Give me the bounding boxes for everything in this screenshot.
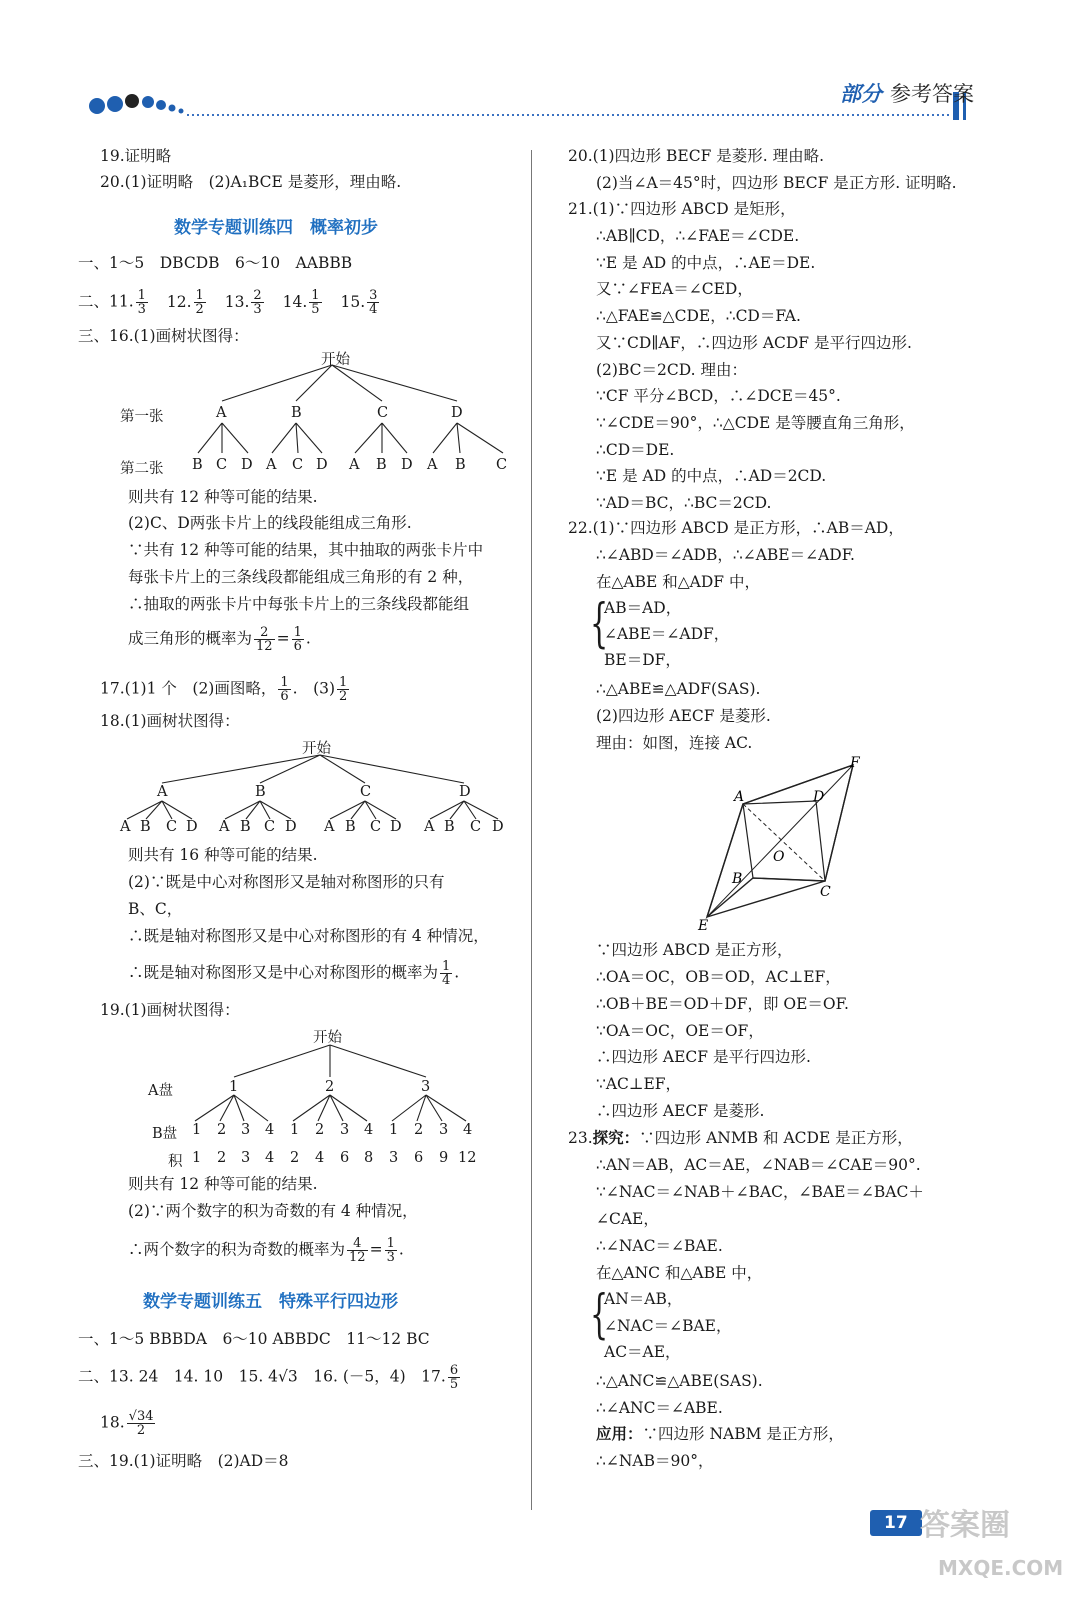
tree-leaf: B	[455, 457, 466, 473]
tree-root: 开始	[302, 741, 331, 757]
tree-leaf: 4	[463, 1122, 473, 1138]
tree-leaf: D	[241, 457, 253, 473]
answer-line: ∵AD＝BC，∴BC＝2CD.	[596, 494, 772, 512]
answer-line: ∴△ANC≌△ABE(SAS).	[596, 1372, 763, 1390]
answer-line: 三、19.(1)证明略 (2)AD＝8	[78, 1452, 289, 1470]
point-label-b: B	[732, 871, 743, 887]
tree-leaf: D	[401, 457, 413, 473]
tree-level-label: B盘	[152, 1126, 178, 1142]
tree-product: 6	[414, 1150, 424, 1166]
tree-product: 2	[290, 1150, 300, 1166]
tree-leaf: A	[349, 457, 360, 473]
tree-leaf: 2	[315, 1122, 325, 1138]
answer-line: ∵E 是 AD 的中点，∴AE＝DE.	[596, 254, 816, 272]
point-label-d: D	[813, 789, 825, 805]
answer-line: ∠NAC＝∠BAE，	[604, 1317, 732, 1335]
answer-line: 17.(1)1 个 (2)画图略， $\frac{1}{6}$ . (3) $\frac{1}{2}$	[100, 675, 348, 704]
answer-line: 又∵∠FEA＝∠CED，	[596, 280, 753, 298]
page-number-badge	[870, 1510, 922, 1536]
tree-product: 8	[364, 1150, 374, 1166]
answer-line: ∴既是轴对称图形又是中心对称图形的有 4 种情况，	[128, 927, 489, 945]
fill-blank-answers: 二、11. $\frac{1}{3}$ 12. $\frac{1}{2}$ 13. $\frac{2}{3}$ 14. $\frac{1}{5}$ 15. $\frac{3}{4}$	[78, 288, 378, 317]
tree-node: 3	[421, 1079, 431, 1095]
tree-product: 4	[265, 1150, 275, 1166]
tree-leaf: D	[186, 819, 198, 835]
geometry-figure	[690, 755, 870, 935]
answer-line: ∴∠NAB＝90°，	[596, 1452, 714, 1470]
tree-leaf: B	[240, 819, 251, 835]
section-title-probability: 数学专题训练四 概率初步	[174, 218, 378, 238]
answer-line: 二、13. 24 14. 10 15. 4√3 16. (－5，4) 17. $\frac{6}{5}$	[78, 1363, 459, 1392]
answer-line: (2)四边形 AECF 是菱形.	[596, 707, 771, 725]
answer-line: 则共有 12 种等可能的结果.	[128, 488, 318, 506]
tree-leaf: 3	[439, 1122, 449, 1138]
tree-leaf: C	[370, 819, 382, 835]
tree-node: D	[459, 784, 471, 800]
point-label-f: F	[850, 755, 860, 771]
tree-node: A	[157, 784, 168, 800]
answer-line: 则共有 12 种等可能的结果.	[128, 1175, 318, 1193]
tree-product: 2	[217, 1150, 227, 1166]
header-title-answers: 参考答案	[890, 82, 974, 106]
tree-leaf: B	[140, 819, 151, 835]
answer-line: ∴抽取的两张卡片中每张卡片上的三条线段都能组	[128, 595, 470, 613]
tree-leaf: A	[324, 819, 335, 835]
answer-line: 21.(1)∵四边形 ABCD 是矩形，	[568, 200, 796, 218]
tree-leaf: C	[264, 819, 276, 835]
answer-line: ∴CD＝DE.	[596, 441, 675, 459]
answer-line: ∴OA＝OC，OB＝OD，AC⊥EF，	[596, 968, 841, 986]
answer-line: 19.(1)画树状图得：	[100, 1001, 240, 1019]
tree-node: D	[451, 405, 463, 421]
tree-product: 1	[192, 1150, 202, 1166]
tree-leaf: B	[345, 819, 356, 835]
tree-leaf: 2	[217, 1122, 227, 1138]
tree-node: B	[255, 784, 266, 800]
answer-line: AC＝AE，	[604, 1343, 681, 1361]
answer-line: 一、1～5 DBCDB 6～10 AABBB	[78, 254, 353, 272]
answer-line: AB＝AD，	[604, 599, 682, 617]
brace-symbol: {	[590, 1285, 609, 1345]
answer-line: AN＝AB，	[604, 1290, 683, 1308]
tree-leaf: D	[285, 819, 297, 835]
tree-leaf: A	[427, 457, 438, 473]
answer-line: (2)当∠A＝45°时，四边形 BECF 是正方形. 证明略.	[596, 174, 957, 192]
tree-product: 3	[389, 1150, 399, 1166]
watermark-url: MXQE.COM	[938, 1556, 1064, 1580]
answer-line: ∵AC⊥EF，	[596, 1075, 682, 1093]
answer-line: ∵OA＝OC，OE＝OF，	[596, 1022, 764, 1040]
tree-node: C	[377, 405, 389, 421]
answer-line: 在△ABE 和△ADF 中，	[596, 573, 760, 591]
answer-line: ∴两个数字的积为奇数的概率为 $\frac{4}{12}$ = $\frac{1}{3}$ .	[128, 1236, 404, 1265]
tree-leaf: B	[376, 457, 387, 473]
tree-leaf: C	[292, 457, 304, 473]
header-title-part: 部分	[840, 82, 882, 106]
answer-line: 20.(1)证明略 (2)A₁BCE 是菱形，理由略.	[100, 173, 402, 191]
header-title	[840, 78, 974, 108]
tree-leaf: D	[316, 457, 328, 473]
tree-leaf: C	[496, 457, 508, 473]
answer-line: 一、1～5 BBBDA 6～10 ABBDC 11～12 BC	[78, 1330, 430, 1348]
tree-node: 1	[229, 1079, 239, 1095]
answer-line: ∴四边形 AECF 是平行四边形.	[596, 1048, 811, 1066]
tree-leaf: 1	[389, 1122, 399, 1138]
tree-node: B	[291, 405, 302, 421]
answer-line: ∴OB＋BE＝OD＋DF，即 OE＝OF.	[596, 995, 849, 1013]
answer-line: (2)BC＝2CD. 理由：	[596, 361, 747, 379]
answer-line: ∵E 是 AD 的中点，∴AD＝2CD.	[596, 467, 827, 485]
point-label-o: O	[773, 849, 785, 865]
answer-line: 应用：∵四边形 NABM 是正方形，	[596, 1424, 844, 1443]
answer-line: 23.探究：∵四边形 ANMB 和 ACDE 是正方形，	[568, 1128, 913, 1147]
answer-line: ∴AN＝AB，AC＝AE，∠NAB＝∠CAE＝90°.	[596, 1156, 921, 1174]
watermark-cn: 答案圈	[920, 1508, 1010, 1543]
tree-root: 开始	[313, 1030, 342, 1046]
answer-line: 又∵CD∥AF，∴四边形 ACDF 是平行四边形.	[596, 334, 912, 352]
answer-line: ∴既是轴对称图形又是中心对称图形的概率为 $\frac{1}{4}$ .	[128, 959, 460, 988]
point-label-e: E	[698, 918, 709, 934]
answer-line: ∴∠ANC＝∠ABE.	[596, 1399, 723, 1417]
tree-root: 开始	[321, 352, 350, 368]
answer-line: 理由：如图，连接 AC.	[596, 734, 753, 752]
answer-line: ∴△ABE≌△ADF(SAS).	[596, 680, 761, 698]
tree-level-label: 第二张	[120, 461, 164, 477]
section-title-parallelogram: 数学专题训练五 特殊平行四边形	[143, 1292, 398, 1312]
answer-line: BE＝DF，	[604, 651, 681, 669]
answer-line: ∵四边形 ABCD 是正方形，	[596, 941, 793, 959]
tree-leaf: 4	[364, 1122, 374, 1138]
tree-leaf: C	[470, 819, 482, 835]
answer-line: ∠CAE，	[596, 1210, 659, 1228]
tree-leaf: D	[390, 819, 402, 835]
point-label-c: C	[820, 884, 831, 900]
answer-line: ∴∠ABD＝∠ADB，∴∠ABE＝∠ADF.	[596, 546, 855, 564]
tree-product: 3	[241, 1150, 251, 1166]
answer-line: ∴△FAE≌△CDE，∴CD＝FA.	[596, 307, 801, 325]
tree-leaf: A	[424, 819, 435, 835]
answer-line: 在△ANC 和△ABE 中，	[596, 1264, 763, 1282]
point-label-a: A	[734, 789, 745, 805]
answer-line: 成三角形的概率为 $\frac{2}{12}$ = $\frac{1}{6}$ .	[128, 625, 311, 654]
tree-node: 2	[325, 1079, 335, 1095]
tree-leaf: 1	[192, 1122, 202, 1138]
answer-line: 22.(1)∵四边形 ABCD 是正方形，∴AB＝AD，	[568, 519, 904, 537]
answer-line: ∵∠NAC＝∠NAB＋∠BAC，∠BAE＝∠BAC＋	[596, 1183, 924, 1201]
tree-leaf: B	[192, 457, 203, 473]
answer-line: 三、16.(1)画树状图得：	[78, 327, 249, 345]
answer-line: ∴AB∥CD，∴∠FAE＝∠CDE.	[596, 227, 800, 245]
answer-line: ∵共有 12 种等可能的结果，其中抽取的两张卡片中	[128, 541, 484, 559]
tree-product: 12	[458, 1150, 477, 1166]
column-divider	[531, 150, 532, 1510]
tree-level-label: A盘	[148, 1083, 173, 1099]
tree-leaf: 2	[414, 1122, 424, 1138]
answer-line: ∵CF 平分∠BCD，∴∠DCE＝45°.	[596, 387, 841, 405]
tree-node: C	[360, 784, 372, 800]
tree-diagram-1	[110, 345, 530, 475]
answer-line: ∵∠CDE＝90°，∴△CDE 是等腰直角三角形，	[596, 414, 915, 432]
brace-symbol: {	[590, 594, 609, 654]
answer-line: 19.证明略	[100, 147, 172, 165]
answer-line: 则共有 16 种等可能的结果.	[128, 846, 318, 864]
answer-line: (2)C、D两张卡片上的线段能组成三角形.	[128, 514, 412, 532]
tree-leaf: B	[444, 819, 455, 835]
answer-line: 18. $\frac{√34}{2}$	[100, 1409, 154, 1438]
tree-leaf: C	[216, 457, 228, 473]
page-number: 17	[884, 1513, 908, 1533]
answer-line: (2)∵既是中心对称图形又是轴对称图形的只有	[128, 873, 445, 891]
answer-line: ∴四边形 AECF 是菱形.	[596, 1102, 765, 1120]
answer-line: (2)∵两个数字的积为奇数的有 4 种情况，	[128, 1202, 418, 1220]
answer-line: ∠ABE＝∠ADF，	[604, 625, 730, 643]
tree-leaf: A	[266, 457, 277, 473]
tree-level-label: 积	[168, 1154, 183, 1170]
tree-leaf: 4	[265, 1122, 275, 1138]
answer-line: 每张卡片上的三条线段都能组成三角形的有 2 种，	[128, 568, 474, 586]
answer-line: B、C，	[128, 900, 183, 918]
tree-level-label: 第一张	[120, 409, 164, 425]
tree-leaf: C	[166, 819, 178, 835]
tree-leaf: 3	[340, 1122, 350, 1138]
tree-node: A	[216, 405, 227, 421]
tree-product: 4	[315, 1150, 325, 1166]
tree-leaf: 1	[290, 1122, 300, 1138]
tree-leaf: 3	[241, 1122, 251, 1138]
tree-leaf: A	[219, 819, 230, 835]
tree-product: 6	[340, 1150, 350, 1166]
answer-line: 18.(1)画树状图得：	[100, 712, 240, 730]
tree-product: 9	[439, 1150, 449, 1166]
tree-leaf: D	[492, 819, 504, 835]
tree-leaf: A	[120, 819, 131, 835]
answer-line: 20.(1)四边形 BECF 是菱形. 理由略.	[568, 147, 825, 165]
answer-line: ∴∠NAC＝∠BAE.	[596, 1237, 723, 1255]
